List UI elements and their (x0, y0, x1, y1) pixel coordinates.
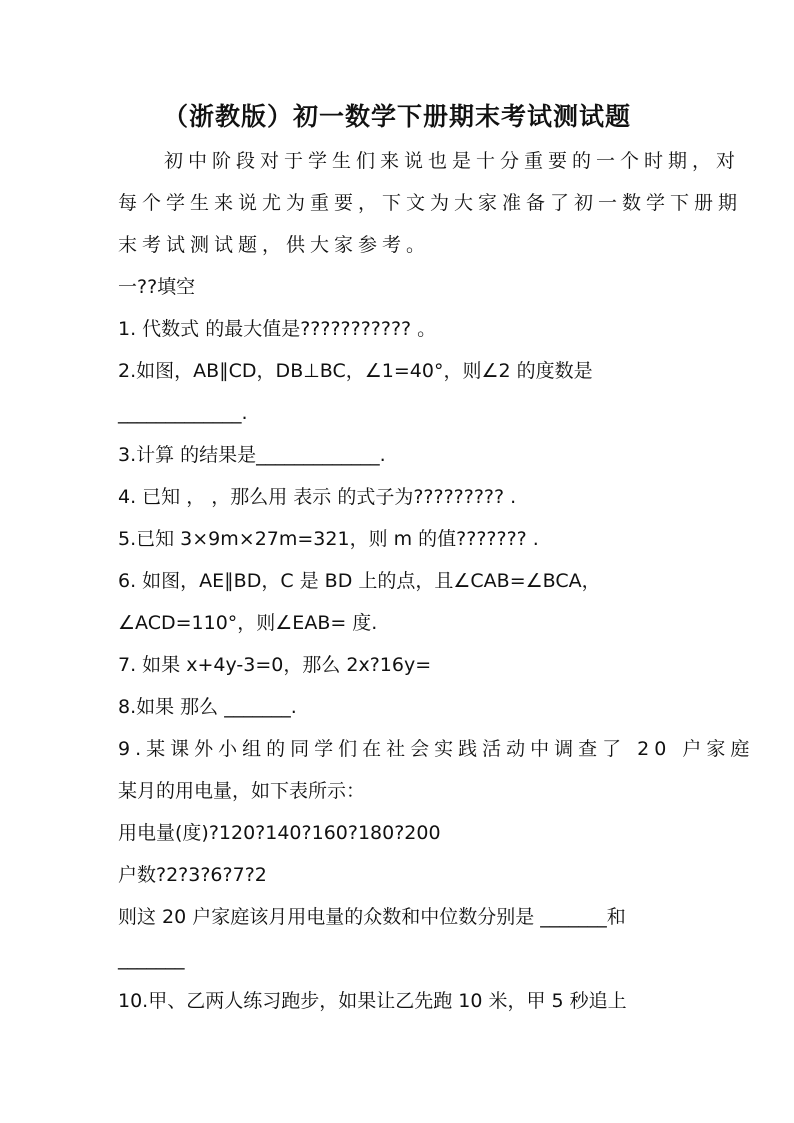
section-heading: 一??填空 (118, 276, 196, 298)
question-6-continued: ∠ACD=110°，则∠EAB= 度. (118, 612, 378, 634)
intro-line-2: 每个学生来说尤为重要，下文为大家准备了初一数学下册期 (118, 192, 743, 214)
household-row: 户数?2?3?6?7?2 (118, 864, 267, 886)
question-2: 2.如图，AB∥CD，DB⊥BC，∠1=40°，则∠2 的度数是 (118, 360, 593, 382)
question-3: 3.计算 的结果是_____________. (118, 444, 386, 466)
question-6: 6. 如图，AE∥BD，C 是 BD 上的点，且∠CAB=∠BCA， (118, 570, 601, 592)
question-4: 4. 已知 ， ，那么用 表示 的式子为????????? . (118, 486, 517, 508)
intro-line-1: 初中阶段对于学生们来说也是十分重要的一个时期，对 (164, 150, 741, 172)
question-5: 5.已知 3×9m×27m=321，则 m 的值??????? . (118, 528, 539, 550)
question-7: 7. 如果 x+4y-3=0，那么 2x?16y= (118, 654, 432, 676)
question-1: 1. 代数式 的最大值是??????????? 。 (118, 318, 437, 340)
document-title: （浙教版）初一数学下册期末考试测试题 (162, 102, 631, 131)
question-9-continued: 某月的用电量，如下表所示： (118, 780, 366, 802)
question-2-blank: _____________. (118, 402, 248, 424)
usage-row: 用电量(度)?120?140?160?180?200 (118, 822, 441, 844)
intro-line-3: 末考试测试题，供大家参考。 (118, 234, 431, 256)
question-10: 10.甲、乙两人练习跑步，如果让乙先跑 10 米，甲 5 秒追上 (118, 990, 627, 1012)
document-body (118, 140, 755, 1022)
question-8: 8.如果 那么 _______. (118, 696, 297, 718)
question-9: 9.某课外小组的同学们在社会实践活动中调查了 20 户家庭 (118, 738, 755, 760)
question-9-prompt: 则这 20 户家庭该月用电量的众数和中位数分别是 _______和 (118, 906, 626, 928)
question-9-blank: _______ (118, 948, 185, 970)
